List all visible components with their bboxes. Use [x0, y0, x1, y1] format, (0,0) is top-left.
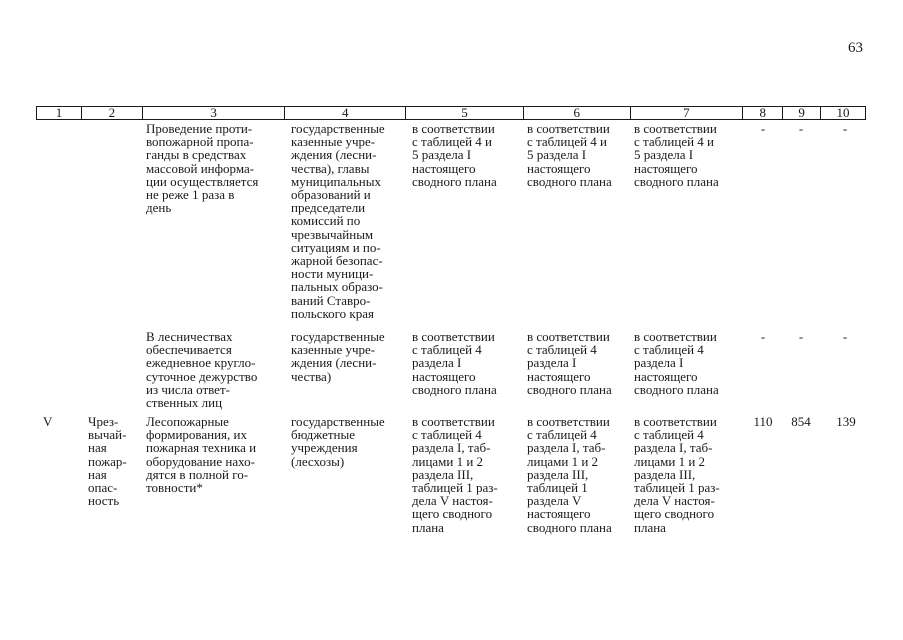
row3-responsible: государственные бюджетные учреждения (лесхозы)	[291, 414, 385, 469]
page-number: 63	[848, 40, 863, 56]
column-number-2: 2	[81, 107, 142, 119]
row3-col10: 139	[836, 414, 856, 429]
row1-responsible: государственные казенные учре- ждения (лесни- чества), главы муниципальных образований и председатели комиссий по чрезвычайным ситуациям и по- жарной безопас- ности муници- пальных образо- ваний Ставро- польского края	[291, 121, 385, 321]
row3-col9: 854	[791, 414, 811, 429]
row1-col5: в соответствии с таблицей 4 и 5 раздела I настоящего сводного плана	[412, 121, 497, 189]
row1-col9: -	[798, 121, 804, 136]
row2-col6: в соответствии с таблицей 4 раздела I настоящего сводного плана	[527, 329, 612, 397]
row1-col10: -	[842, 121, 848, 136]
row3-col7: в соответствии с таблицей 4 раздела I, таб- лицами 1 и 2 раздела III, таблицей 1 раз- дела V настоя- щего сводного плана	[634, 414, 720, 535]
row1-col8: -	[760, 121, 766, 136]
column-number-header	[36, 106, 866, 120]
row1-col7: в соответствии с таблицей 4 и 5 раздела I настоящего сводного плана	[634, 121, 719, 189]
column-number-8: 8	[742, 107, 782, 119]
row3-hazard-class: Чрез- вычай- ная пожар- ная опас- ность	[88, 414, 127, 509]
column-number-6: 6	[523, 107, 630, 119]
row2-col7: в соответствии с таблицей 4 раздела I настоящего сводного плана	[634, 329, 719, 397]
row3-col5: в соответствии с таблицей 4 раздела I, таб- лицами 1 и 2 раздела III, таблицей 1 раз- дела V настоя- щего сводного плана	[412, 414, 498, 535]
column-number-3: 3	[142, 107, 285, 119]
row3-col8: 110	[753, 414, 773, 429]
row2-responsible: государственные казенные учре- ждения (лесни- чества)	[291, 329, 385, 384]
column-number-4: 4	[284, 107, 405, 119]
row2-col8: -	[760, 329, 766, 344]
row3-measure: Лесопожарные формирования, их пожарная техника и оборудование нахо- дятся в полной го- товности*	[146, 414, 257, 496]
column-number-5: 5	[405, 107, 523, 119]
row2-col5: в соответствии с таблицей 4 раздела I настоящего сводного плана	[412, 329, 497, 397]
row3-col6: в соответствии с таблицей 4 раздела I, таб- лицами 1 и 2 раздела III, таблицей 1 раздела V настоящего сводного плана	[527, 414, 612, 535]
row1-col6: в соответствии с таблицей 4 и 5 раздела I настоящего сводного плана	[527, 121, 612, 189]
row2-col9: -	[798, 329, 804, 344]
row1-measure: Проведение проти- вопожарной пропа- ганды в средствах массовой информа- ции осуществляется не реже 1 раза в день	[146, 121, 259, 216]
column-number-7: 7	[630, 107, 743, 119]
column-number-1: 1	[55, 105, 63, 120]
row3-level: V	[43, 414, 53, 429]
row2-measure: В лесничествах обеспечивается ежедневное кругло- суточное дежурство из числа ответ- ственных лиц	[146, 329, 258, 411]
column-number-9: 9	[782, 107, 820, 119]
row2-col10: -	[842, 329, 848, 344]
column-number-10: 10	[820, 107, 865, 119]
